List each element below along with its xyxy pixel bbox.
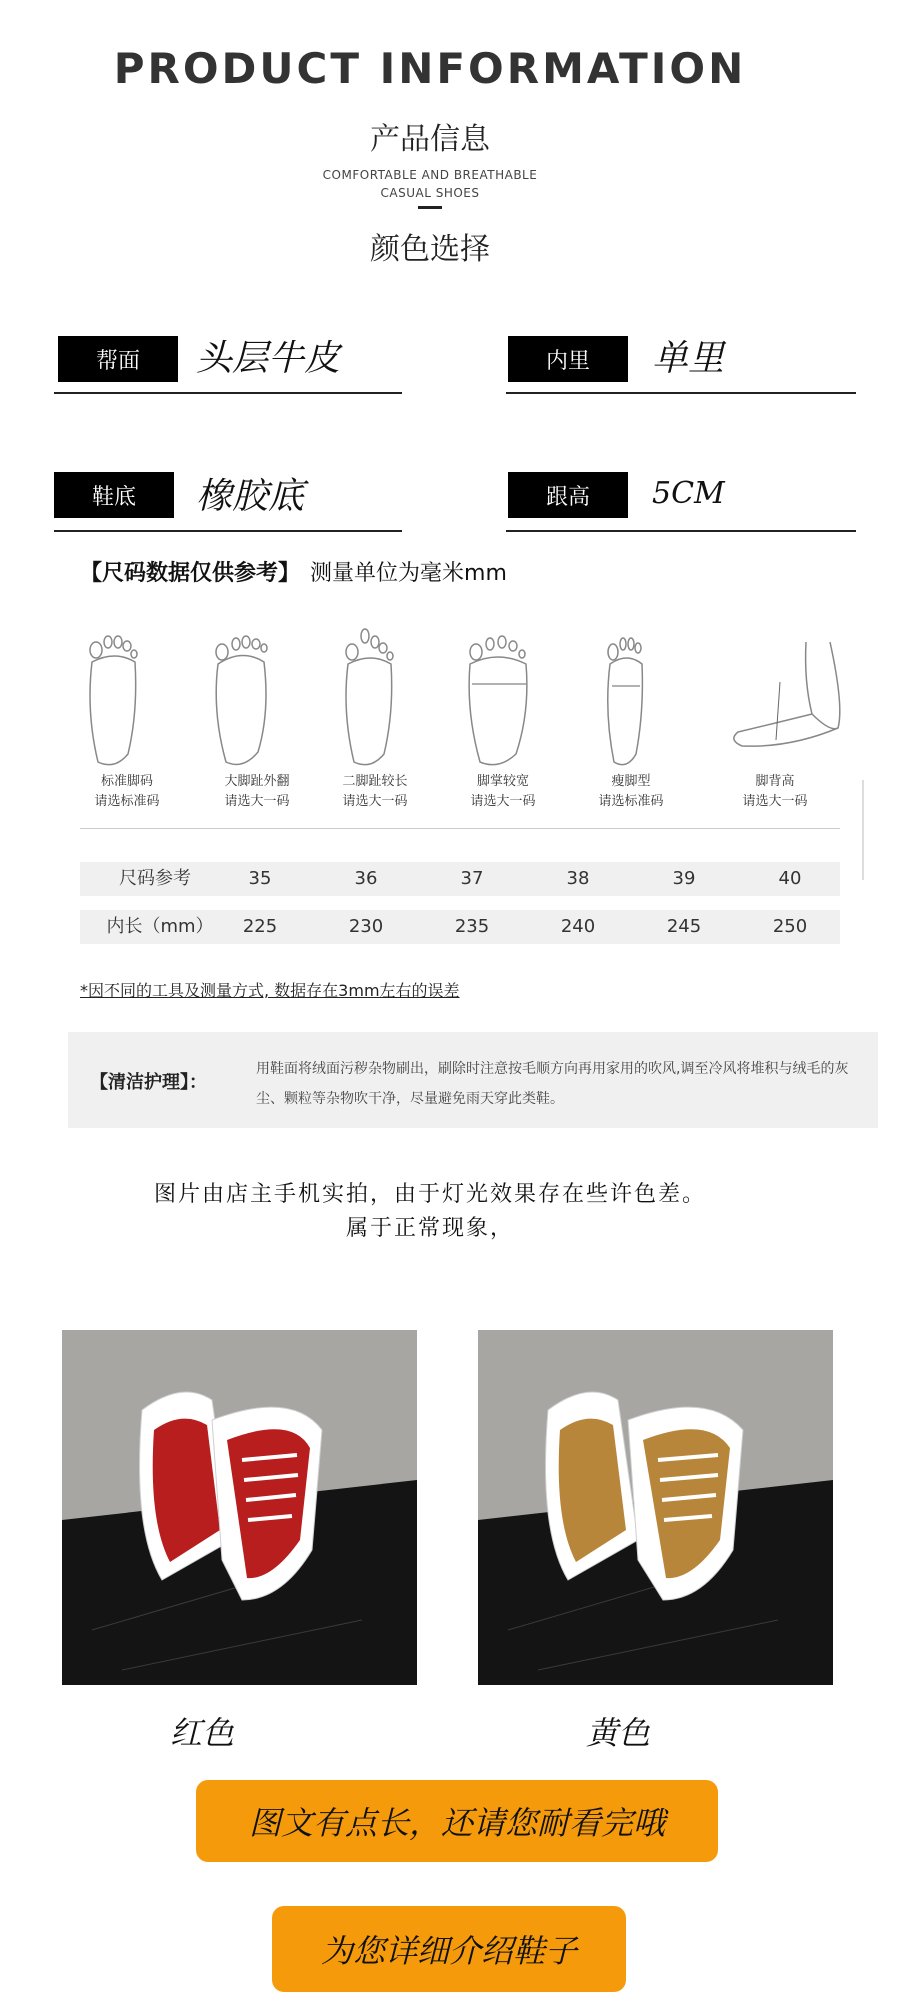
- size-heading-bold: 【尺码数据仅供参考】: [80, 561, 301, 586]
- foot-type-long-second-toe: [336, 622, 446, 772]
- product-photo-red[interactable]: [62, 1330, 417, 1685]
- foot-caption-line1: 脚掌较宽: [476, 774, 529, 789]
- foot-caption-line2: 请选大一码: [342, 794, 408, 809]
- foot-type-row: [80, 622, 840, 822]
- foot-caption-standard: [62, 772, 192, 812]
- header-divider: [418, 206, 442, 209]
- foot-caption-line2: 请选大一码: [470, 794, 536, 809]
- size-heading: [80, 556, 507, 587]
- wide-foot-icon: [464, 622, 534, 772]
- slim-foot-icon: [592, 622, 662, 772]
- page-title-en: PRODUCT INFORMATION: [113, 44, 747, 93]
- foot-caption-line1: 大脚趾外翻: [224, 774, 290, 789]
- attr-value-upper: 头层牛皮: [196, 338, 341, 379]
- foot-caption-high-instep: [710, 772, 840, 812]
- attr-label-sole: 鞋底: [54, 472, 174, 518]
- side-edge-bar: [862, 780, 864, 880]
- table-row-label: 内长（mm）: [106, 916, 214, 937]
- attr-label-lining: 内里: [508, 336, 628, 382]
- foot-type-high-instep: [720, 622, 850, 772]
- detail-intro-button[interactable]: 为您详细介绍鞋子: [272, 1906, 626, 1992]
- table-cell: 245: [666, 916, 702, 937]
- table-cell: 38: [566, 868, 590, 889]
- color-choice-heading: 颜色选择: [370, 232, 490, 267]
- foot-type-wide: [464, 622, 574, 772]
- attr-value-sole: 橡胶底: [196, 476, 305, 517]
- foot-caption-line2: 请选标准码: [598, 794, 664, 809]
- size-table-row-size: [80, 862, 840, 896]
- standard-foot-icon: [80, 622, 150, 772]
- measurement-note: *因不同的工具及测量方式, 数据存在3mm左右的误差: [80, 981, 460, 1000]
- attr-underline-upper: [54, 392, 402, 394]
- care-section: [68, 1032, 878, 1128]
- attr-label-heel: 跟高: [508, 472, 628, 518]
- attr-underline-sole: [54, 530, 402, 532]
- table-cell: 36: [354, 868, 378, 889]
- foot-caption-line1: 脚背高: [755, 774, 795, 789]
- attr-underline-heel: [506, 530, 856, 532]
- page-subtitle: [0, 166, 860, 202]
- product-caption-yellow: 黄色: [586, 1714, 651, 1752]
- foot-caption-wide: [438, 772, 568, 812]
- high-instep-foot-icon: [720, 622, 850, 772]
- attr-label-upper: 帮面: [58, 336, 178, 382]
- care-text: 用鞋面将绒面污秽杂物刷出，刷除时注意按毛顺方向再用家用的吹风,调至冷风将堆积与绒毛的灰尘、颗粒等杂物吹干净，尽量避免雨天穿此类鞋。: [256, 1061, 849, 1107]
- attr-value-heel: 5CM: [652, 476, 725, 511]
- foot-type-slim: [592, 622, 702, 772]
- table-cell: 250: [772, 916, 808, 937]
- red-shoe-image: [62, 1330, 417, 1685]
- table-cell: 35: [248, 868, 272, 889]
- size-table-row-length: [80, 910, 840, 944]
- attr-value-lining: 单里: [652, 338, 725, 379]
- table-cell: 240: [560, 916, 596, 937]
- foot-caption-line1: 瘦脚型: [611, 774, 651, 789]
- foot-caption-line2: 请选大一码: [742, 794, 808, 809]
- table-cell: 235: [454, 916, 490, 937]
- subtitle-line-2: CASUAL SHOES: [380, 186, 480, 200]
- product-photo-yellow[interactable]: [478, 1330, 833, 1685]
- foot-caption-slim: [566, 772, 696, 812]
- subtitle-line-1: COMFORTABLE AND BREATHABLE: [322, 168, 538, 182]
- foot-caption-line2: 请选大一码: [224, 794, 290, 809]
- care-label: 【清洁护理】：: [90, 1072, 207, 1093]
- photo-disclaimer: [0, 1178, 860, 1246]
- foot-caption-bunion: [192, 772, 322, 812]
- bunion-foot-icon: [208, 622, 278, 772]
- foot-caption-line1: 标准脚码: [100, 774, 153, 789]
- table-row-label: 尺码参考: [119, 868, 191, 889]
- foot-caption-line1: 二脚趾较长: [342, 774, 408, 789]
- foot-type-bunion: [208, 622, 318, 772]
- foot-type-standard: [80, 622, 190, 772]
- photo-disclaimer-line1: 图片由店主手机实拍，由于灯光效果存在些许色差。: [153, 1182, 706, 1207]
- table-cell: 39: [672, 868, 696, 889]
- yellow-shoe-image: [478, 1330, 833, 1685]
- table-cell: 40: [778, 868, 802, 889]
- attr-underline-lining: [506, 392, 856, 394]
- product-caption-red: 红色: [170, 1714, 235, 1752]
- size-heading-unit: 测量单位为毫米mm: [310, 561, 507, 586]
- foot-caption-line2: 请选标准码: [94, 794, 160, 809]
- table-cell: 230: [348, 916, 384, 937]
- foot-divider: [80, 828, 840, 829]
- long-second-toe-foot-icon: [336, 622, 406, 772]
- table-cell: 37: [460, 868, 484, 889]
- table-cell: 225: [242, 916, 278, 937]
- foot-caption-long-second-toe: [310, 772, 440, 812]
- page-title-cn: 产品信息: [370, 122, 490, 157]
- photo-disclaimer-line2: 属于正常现象，: [345, 1216, 514, 1241]
- long-notice-button[interactable]: 图文有点长，还请您耐看完哦: [196, 1780, 718, 1862]
